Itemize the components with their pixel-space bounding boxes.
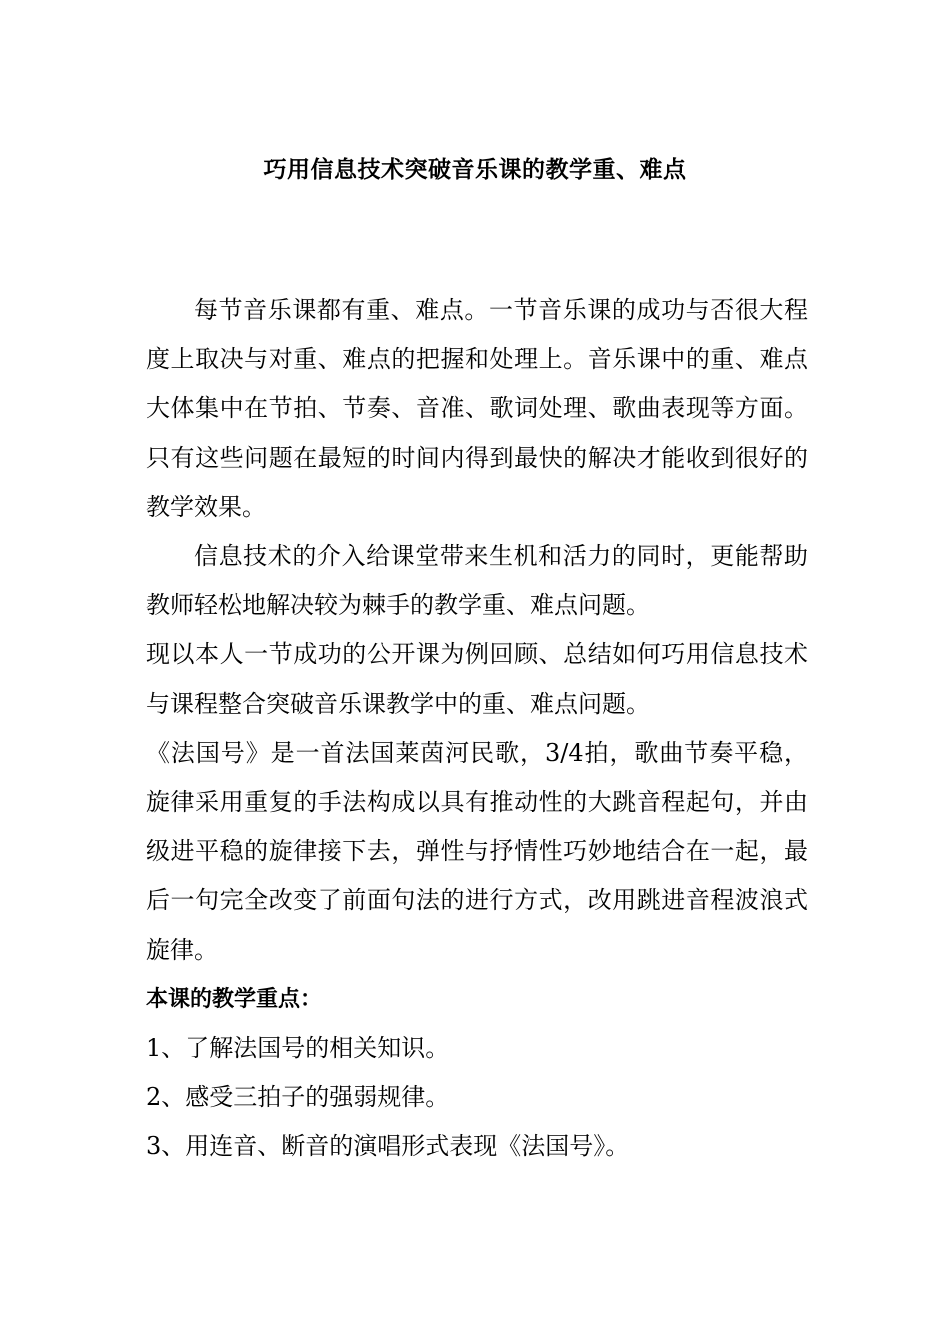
paragraph-intro: 每节音乐课都有重、难点。一节音乐课的成功与否很大程度上取决与对重、难点的把握和处理上。音乐课中的重、难点大体集中在节拍、节奏、音准、歌词处理、歌曲表现等方面。只有这些问题在最短的时间内得到最快的解决才能收到很好的教学效果。 — [146, 296, 808, 521]
teaching-focus-item-3: 3、用连音、断音的演唱形式表现《法国号》。 — [146, 1132, 630, 1161]
document-body — [146, 286, 808, 1172]
paragraph-song-description: 《法国号》是一首法国莱茵河民歌，3/4拍，歌曲节奏平稳，旋律采用重复的手法构成以具有推动性的大跳音程起句，并由级进平稳的旋律接下去，弹性与抒情性巧妙地结合在一起，最后一句完全改变了前面句法的进行方式，改用跳进音程波浪式旋律。 — [146, 738, 808, 964]
teaching-focus-item-1: 1、了解法国号的相关知识。 — [146, 1034, 450, 1063]
paragraph-info-tech: 信息技术的介入给课堂带来生机和活力的同时，更能帮助教师轻松地解决较为棘手的教学重、难点问题。 — [146, 542, 808, 620]
teaching-focus-item-2: 2、感受三拍子的强弱规律。 — [146, 1083, 450, 1112]
paragraph-case-intro: 现以本人一节成功的公开课为例回顾、总结如何巧用信息技术与课程整合突破音乐课教学中的重、难点问题。 — [146, 640, 808, 718]
document-title: 巧用信息技术突破音乐课的教学重、难点 — [263, 157, 687, 183]
teaching-focus-heading: 本课的教学重点： — [146, 986, 323, 1012]
